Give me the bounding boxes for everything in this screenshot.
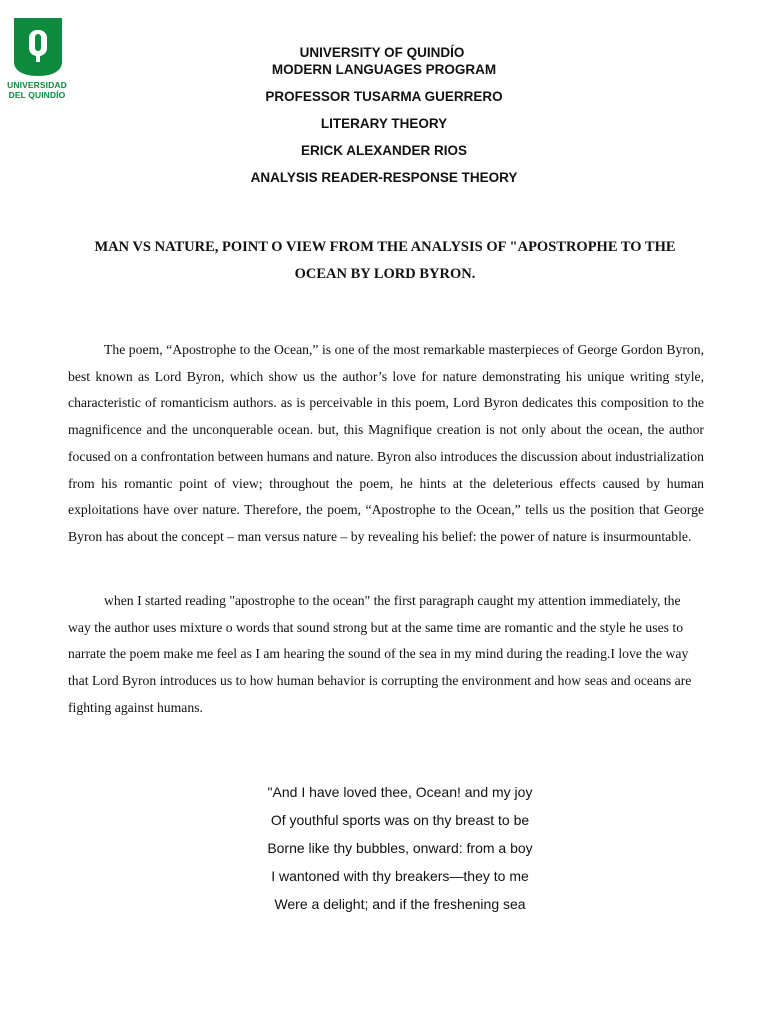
poem-line: Borne like thy bubbles, onward: from a boy: [267, 840, 533, 856]
poem-line: "And I have loved thee, Ocean! and my joy: [267, 784, 533, 800]
professor-name: PROFESSOR TUSARMA GUERRERO: [265, 89, 503, 104]
poem-excerpt: [0, 778, 768, 918]
essay-title: MAN VS NATURE, POINT O VIEW FROM THE ANALYSIS OF "APOSTROPHE TO THE OCEAN BY LORD BYRON.: [94, 239, 676, 282]
student-name: ERICK ALEXANDER RIOS: [300, 143, 467, 158]
essay-paragraph-1: The poem, “Apostrophe to the Ocean,” is one of the most remarkable masterpieces of George Gordon Byron, best known as Lord Byron, which show us the author’s love for nature demonstrating his unique writing style, characteristic of romanticism authors. as is perceivable in this poem, Lord Byron dedicates this composition to the magnificence and the unconquerable ocean. but, this Magnifique creation is not only about the ocean, the author focused on a confrontation between humans and nature. Byron also introduces the discussion about industrialization from his romantic point of view; throughout the poem, he hints at the deleterious effects caused by human exploitations have over nature. Therefore, the poem, “Apostrophe to the Ocean,” tells us the position that George Byron has about the concept – man versus nature – by revealing his belief: the power of nature is insurmountable.: [68, 342, 704, 544]
course-name: LITERARY THEORY: [320, 116, 448, 131]
assignment-name: ANALYSIS READER-RESPONSE THEORY: [250, 170, 518, 185]
logo-text-line1: UNIVERSIDAD: [7, 80, 67, 90]
poem-line: Were a delight; and if the freshening sea: [274, 896, 526, 912]
essay-paragraph-2: when I started reading "apostrophe to the ocean" the first paragraph caught my attention immediately, the way the author uses mixture o words that sound strong but at the same time are romantic and the style he uses to narrate the poem make me feel as I am hearing the sound of the sea in my mind during the reading.I love the way that Lord Byron introduces us to how human behavior is corrupting the environment and how seas and oceans are fighting against humans.: [68, 593, 692, 715]
logo-text-line2: DEL QUINDÍO: [8, 90, 66, 100]
university-name: UNIVERSITY OF QUINDÍO: [299, 45, 465, 60]
poem-line: I wantoned with thy breakers—they to me: [271, 868, 529, 884]
poem-line: Of youthful sports was on thy breast to be: [270, 812, 530, 828]
program-name: MODERN LANGUAGES PROGRAM: [271, 62, 497, 77]
